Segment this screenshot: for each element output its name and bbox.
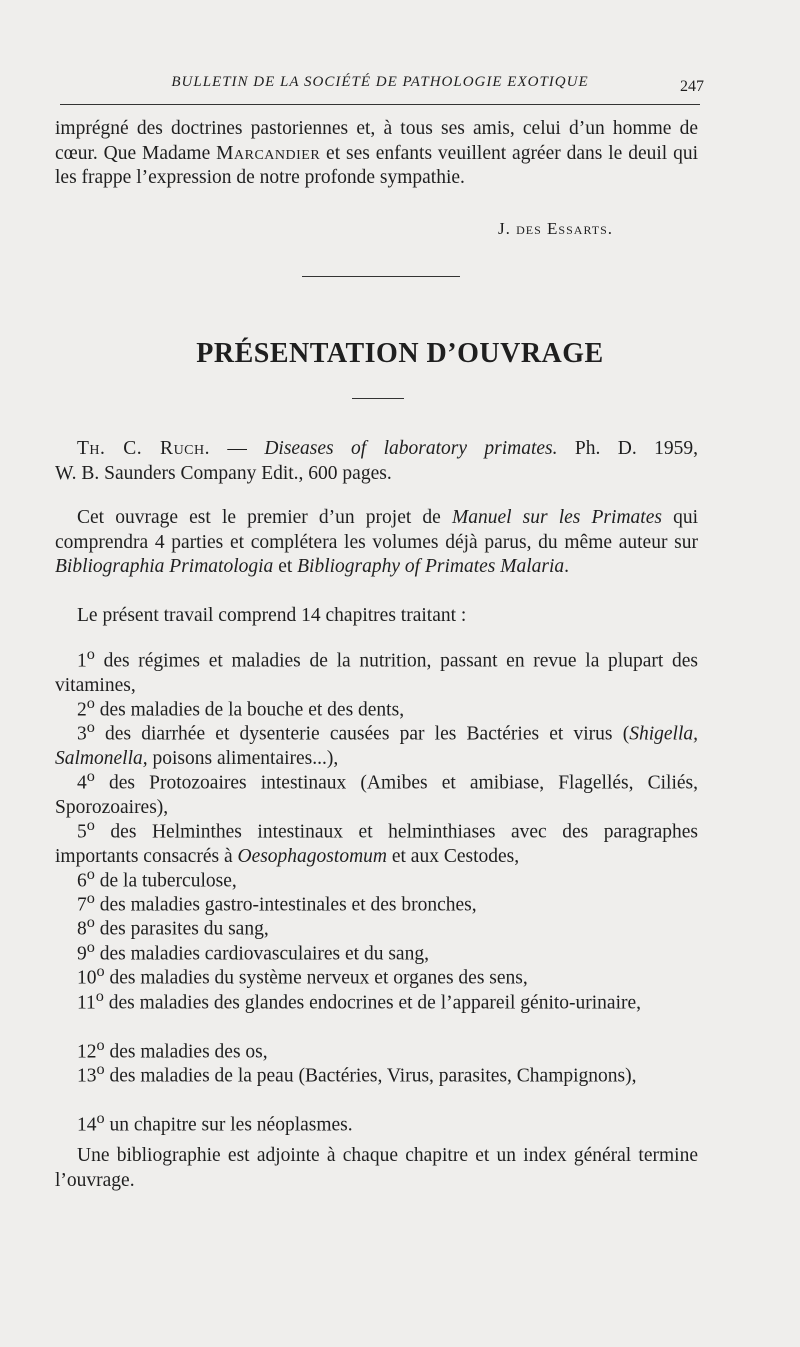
chapter-text: des maladies des os, bbox=[104, 1041, 268, 1063]
chapter-item bbox=[55, 1057, 698, 1089]
chapter-text: des diarrhée et dysenterie causées par les Bactéries et virus ( bbox=[94, 723, 630, 745]
reference-details-1: Ph. D. 1959, bbox=[557, 438, 699, 459]
chapter-number: 9 bbox=[77, 943, 87, 965]
chapter-text: des maladies de la peau (Bactéries, Virus, parasites, Champignons), bbox=[104, 1065, 637, 1087]
book-reference bbox=[55, 437, 698, 486]
intro-italic-2: Bibliographia Primatologia bbox=[55, 556, 274, 577]
chapter-number: 3 bbox=[77, 723, 87, 745]
header-rule bbox=[60, 104, 700, 105]
chapter-text: un chapitre sur les néoplasmes. bbox=[104, 1114, 353, 1136]
chapter-ordinal: o bbox=[86, 767, 95, 785]
chapter-ordinal: o bbox=[96, 962, 105, 980]
chapter-item bbox=[55, 1106, 698, 1138]
closing-name: Marcandier bbox=[216, 142, 321, 164]
chapter-ordinal: o bbox=[96, 1036, 105, 1054]
closing-paragraph bbox=[55, 117, 698, 191]
chapter-text: des Protozoaires intestinaux (Amibes et amibiase, Flagellés, Ciliés, Sporozoaires), bbox=[55, 772, 698, 818]
chapter-number: 11 bbox=[77, 992, 96, 1014]
chapter-number: 14 bbox=[77, 1114, 97, 1136]
closing-text-after: et ses enfants veuillent agréer dans le deuil qui les frappe l’expression de notre profonde sympathie. bbox=[55, 142, 699, 188]
chapter-ordinal: o bbox=[86, 938, 95, 956]
section-title: PRÉSENTATION D’OUVRAGE bbox=[196, 338, 604, 369]
chapter-number: 10 bbox=[77, 967, 97, 989]
chapter-number: 12 bbox=[77, 1041, 97, 1063]
chapter-text: des maladies de la bouche et des dents, bbox=[94, 699, 405, 721]
chapter-ordinal: o bbox=[96, 1109, 105, 1127]
reference-author: Th. C. Ruch. bbox=[77, 438, 211, 459]
chapter-ordinal: o bbox=[95, 987, 104, 1005]
chapter-number: 7 bbox=[77, 894, 87, 916]
chapter-ordinal: o bbox=[96, 1060, 105, 1078]
chapter-text: des maladies gastro-intestinales et des bronches, bbox=[94, 894, 477, 916]
chapter-text: des maladies des glandes endocrines et de l’appareil génito-urinaire, bbox=[103, 992, 642, 1014]
chapter-text: des maladies cardiovasculaires et du sang, bbox=[94, 943, 429, 965]
chapter-ordinal: o bbox=[86, 694, 95, 712]
chapter-number: 1 bbox=[77, 650, 87, 672]
chapter-text: de la tuberculose, bbox=[94, 870, 237, 892]
chapter-number: 2 bbox=[77, 699, 87, 721]
reference-details-2: W. B. Saunders Company Edit., 600 pages. bbox=[55, 462, 392, 484]
chapter-text: des Helminthes intestinaux et helminthiases avec des paragraphes importants consacrés à bbox=[55, 821, 698, 867]
page-number: 247 bbox=[680, 78, 704, 95]
chapter-number: 13 bbox=[77, 1065, 97, 1087]
signature: J. des Essarts. bbox=[498, 219, 613, 238]
section-rule bbox=[352, 398, 404, 399]
chapter-item bbox=[55, 984, 698, 1016]
chapter-text: poisons alimentaires...), bbox=[147, 748, 339, 769]
chapter-text: des parasites du sang, bbox=[94, 918, 269, 940]
chapter-number: 4 bbox=[77, 772, 87, 794]
chapter-text: des maladies du système nerveux et organes des sens, bbox=[104, 967, 528, 989]
chapter-ordinal: o bbox=[86, 913, 95, 931]
chapters-intro: Le présent travail comprend 14 chapitres traitant : bbox=[77, 605, 467, 626]
conclusion-paragraph: Une bibliographie est adjointe à chaque chapitre et un index général termine l’ouvrage. bbox=[55, 1145, 698, 1191]
reference-title: Diseases of laboratory primates. bbox=[264, 438, 558, 459]
intro-paragraph bbox=[55, 506, 698, 580]
chapter-number: 5 bbox=[77, 821, 87, 843]
intro-italic-1: Manuel sur les Primates bbox=[451, 507, 662, 528]
chapter-ordinal: o bbox=[86, 889, 95, 907]
running-head bbox=[60, 74, 704, 100]
journal-title: BULLETIN DE LA SOCIÉTÉ DE PATHOLOGIE EXOTIQUE bbox=[171, 74, 589, 90]
chapter-number: 8 bbox=[77, 918, 87, 940]
chapter-italic: Shigella, Salmonella, bbox=[55, 723, 698, 769]
chapter-ordinal: o bbox=[86, 645, 95, 663]
reference-dash: — bbox=[210, 438, 265, 459]
intro-part-4: . bbox=[564, 556, 570, 577]
separator-rule bbox=[302, 276, 460, 277]
chapter-ordinal: o bbox=[86, 865, 95, 883]
chapter-text: et aux Cestodes, bbox=[386, 846, 520, 867]
chapter-italic: Oesophagostomum bbox=[237, 846, 387, 867]
closing-text-before: imprégné des doctrines pastoriennes et, à tous ses amis, celui d’un homme de cœur. Que Madame bbox=[55, 118, 698, 164]
chapter-number: 6 bbox=[77, 870, 87, 892]
chapter-ordinal: o bbox=[86, 718, 95, 736]
intro-part-2: qui comprendra 4 parties et complétera les volumes déjà parus, du même auteur sur bbox=[55, 507, 698, 553]
intro-part-3: et bbox=[273, 556, 298, 577]
chapter-text: des régimes et maladies de la nutrition, passant en revue la plupart des vitamines, bbox=[55, 650, 698, 696]
chapter-ordinal: o bbox=[86, 816, 95, 834]
reference-line-1 bbox=[55, 437, 698, 462]
intro-part-1: Cet ouvrage est le premier d’un projet de bbox=[77, 507, 452, 528]
intro-italic-3: Bibliography of Primates Malaria bbox=[297, 556, 565, 577]
